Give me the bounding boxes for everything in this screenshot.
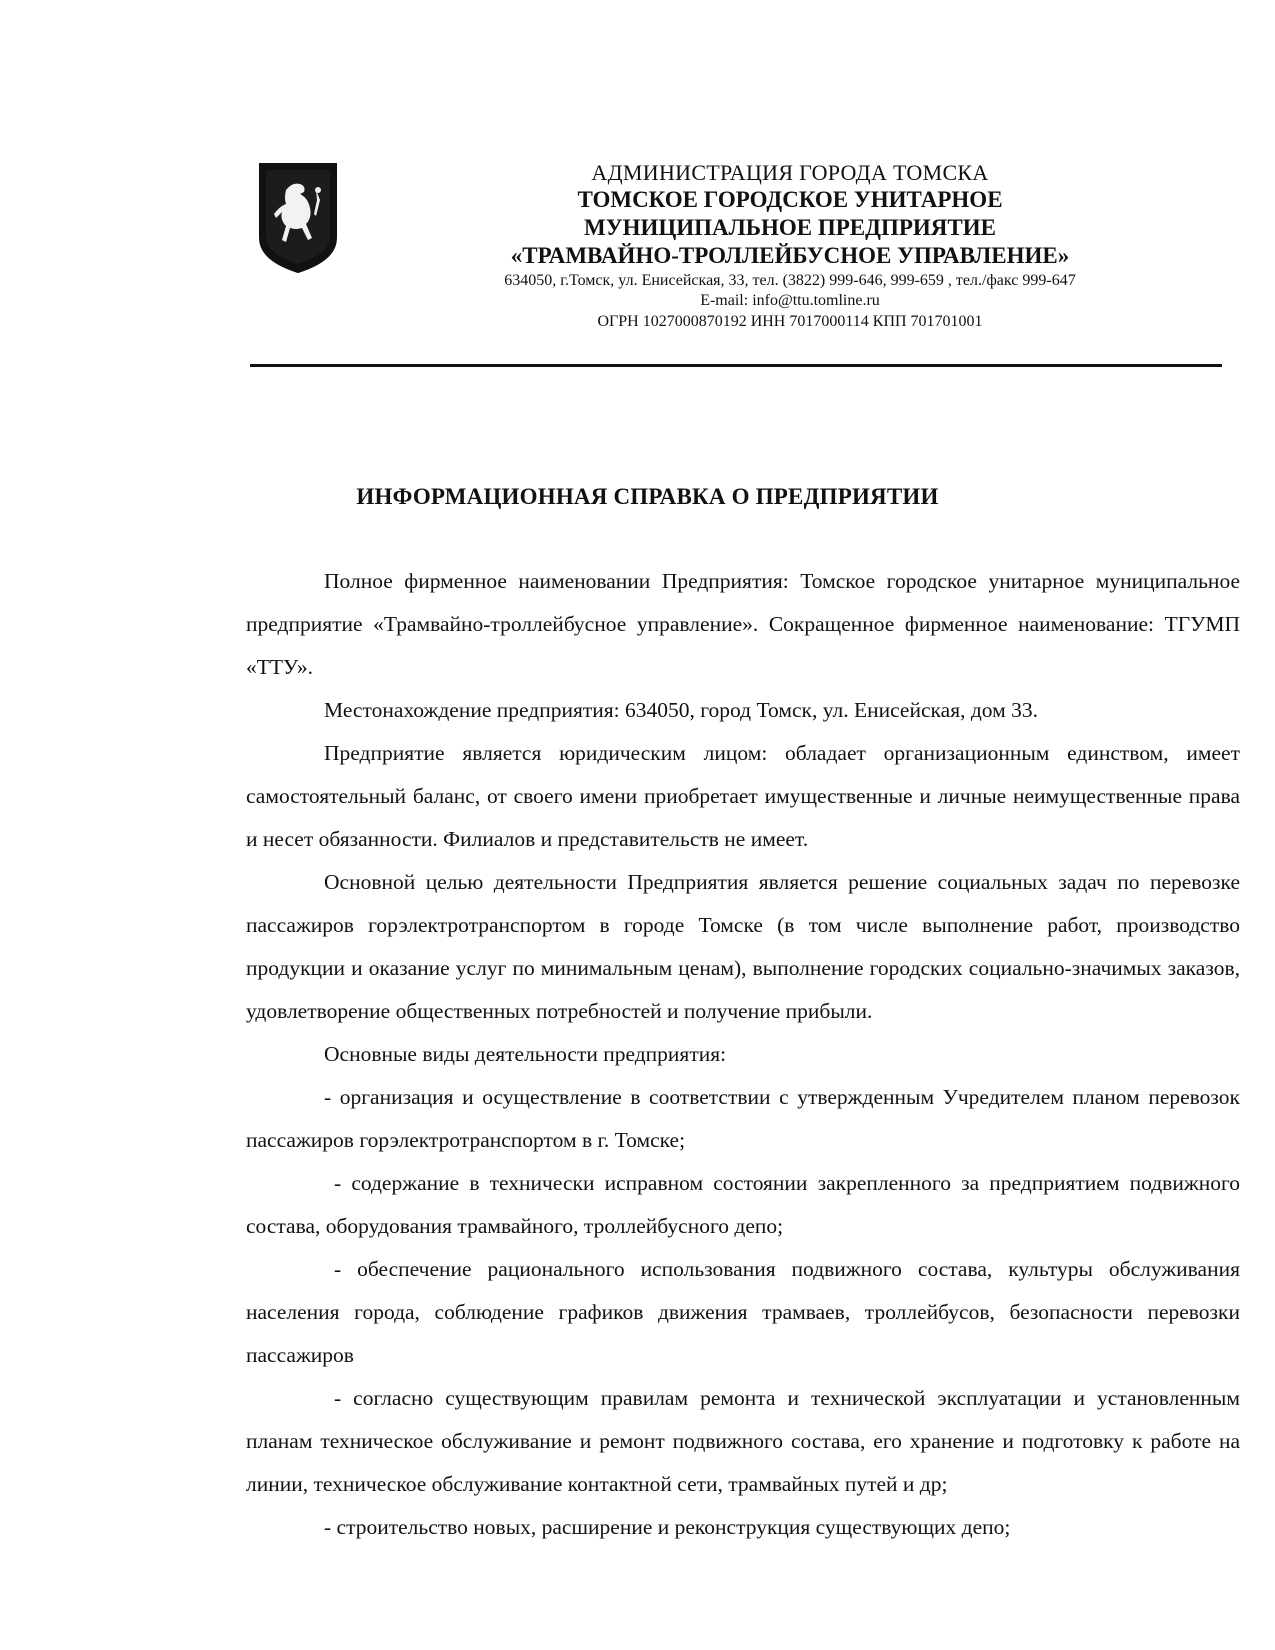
activity-item: - организация и осуществление в соответствии с утвержденным Учредителем планом перевозок пассажиров горэлектротранспортом в г. Томске; [246,1085,1240,1152]
paragraph-activities-heading: Основные виды деятельности предприятия: [324,1042,727,1066]
activity-item: - строительство новых, расширение и реконструкция существующих депо; [324,1515,1011,1539]
organization-name-line-3: «ТРАМВАЙНО-ТРОЛЛЕЙБУСНОЕ УПРАВЛЕНИЕ» [510,242,1070,268]
paragraph-full-name: Полное фирменное наименовании Предприятия: Томское городское унитарное муниципальное предприятие «Трамвайно-троллейбусное управление». Сокращенное фирменное наименование: ТГУМП «ТТУ». [246,569,1240,679]
paragraph-location: Местонахождение предприятия: 634050, город Томск, ул. Енисейская, дом 33. [324,698,1038,722]
address-line: 634050, г.Томск, ул. Енисейская, 33, тел. (3822) 999-646, 999-659 , тел./факс 999-647 [504,272,1076,290]
organization-name-line-2: МУНИЦИПАЛЬНОЕ ПРЕДПРИЯТИЕ [584,214,996,240]
header-divider [250,364,1222,367]
registration-line: ОГРН 1027000870192 ИНН 7017000114 КПП 701701001 [597,312,983,330]
email-line: E-mail: info@ttu.tomline.ru [700,292,880,310]
letterhead [400,160,1180,331]
activity-item: - содержание в технически исправном состоянии закрепленного за предприятием подвижного состава, оборудования трамвайного, троллейбусного депо; [246,1171,1240,1238]
organization-name-line-1: ТОМСКОЕ ГОРОДСКОЕ УНИТАРНОЕ [577,187,1003,213]
tomsk-coat-of-arms-icon [256,160,340,276]
activity-item: - согласно существующим правилам ремонта и технической эксплуатации и установленным планам техническое обслуживание и ремонт подвижного состава, его хранение и подготовку к работе на линии, техническое обслуживание контактной сети, трамвайных путей и др; [246,1386,1240,1496]
paragraph-main-goal: Основной целью деятельности Предприятия является решение социальных задач по перевозке пассажиров горэлектротранспортом в городе Томске (в том числе выполнение работ, производство продукции и оказание услуг по минимальным ценам), выполнение городских социально-значимых заказов, удовлетворение общественных потребностей и получение прибыли. [246,870,1240,1023]
activity-item: - обеспечение рационального использования подвижного состава, культуры обслуживания населения города, соблюдение графиков движения трамваев, троллейбусов, безопасности перевозки пассажиров [246,1257,1240,1367]
document-body [246,560,1240,1549]
paragraph-legal-entity: Предприятие является юридическим лицом: обладает организационным единством, имеет самостоятельный баланс, от своего имени приобретает имущественные и личные неимущественные права и несет обязанности. Филиалов и представительств не имеет. [246,741,1240,851]
administration-name: АДМИНИСТРАЦИЯ ГОРОДА ТОМСКА [591,160,989,185]
document-title: ИНФОРМАЦИОННАЯ СПРАВКА О ПРЕДПРИЯТИИ [356,484,939,509]
